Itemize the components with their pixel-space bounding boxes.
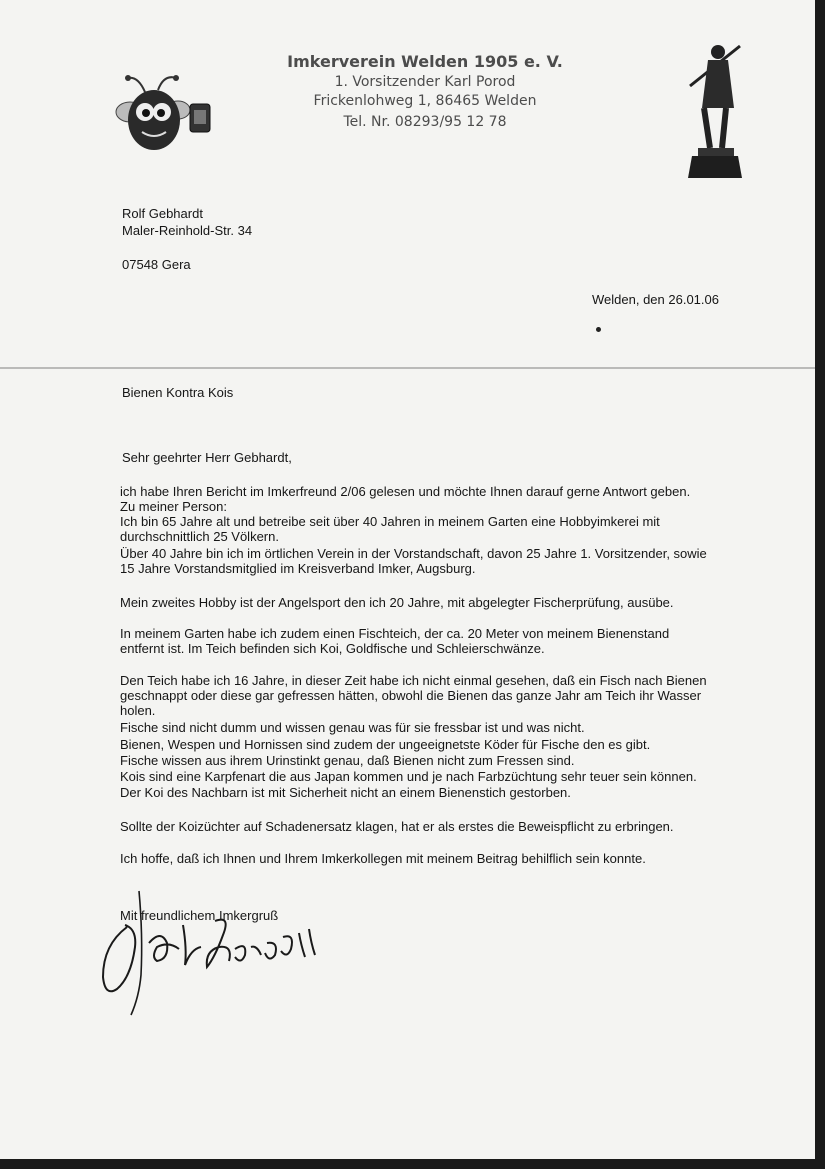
body-line: 15 Jahre Vorstandsmitglied im Kreisverband Imker, Augsburg. — [120, 561, 476, 576]
body-line: Fische sind nicht dumm und wissen genau was für sie fressbar ist und was nicht. — [120, 720, 585, 735]
body-line: In meinem Garten habe ich zudem einen Fischteich, der ca. 20 Meter von meinem Bienenstand — [120, 626, 670, 641]
club-phone: Tel. Nr. 08293/95 12 78 — [343, 114, 507, 130]
body-line: entfernt ist. Im Teich befinden sich Koi, Goldfische und Schleierschwänze. — [120, 641, 545, 656]
body-line: Der Koi des Nachbarn ist mit Sicherheit nicht an einem Bienenstich gestorben. — [120, 785, 571, 800]
body-line: geschnappt oder diese gar gefressen hätten, obwohl die Bienen das ganze Jahr am Teich ihr Wasser — [120, 688, 702, 703]
body-line: Zu meiner Person: — [120, 499, 227, 514]
body-line: Ich bin 65 Jahre alt und betreibe seit über 40 Jahren in meinem Garten eine Hobbyimkerei mit — [120, 514, 660, 529]
statue-logo — [680, 38, 750, 183]
ink-dot — [596, 327, 601, 332]
body-line: Den Teich habe ich 16 Jahre, in dieser Zeit habe ich nicht einmal gesehen, daß ein Fisch nach Bienen — [120, 673, 707, 688]
handwritten-signature — [95, 885, 325, 1020]
recipient-name: Rolf Gebhardt — [122, 206, 203, 221]
body-line: Fische wissen aus ihrem Urinstinkt genau, daß Bienen nicht zum Fressen sind. — [120, 753, 575, 768]
body-line: Kois sind eine Karpfenart die aus Japan kommen und je nach Farbzüchtung sehr teuer sein können. — [120, 769, 697, 784]
bee-mascot-logo — [110, 70, 220, 160]
club-address: Frickenlohweg 1, 86465 Welden — [313, 93, 537, 109]
body-line: Sollte der Koizüchter auf Schadenersatz klagen, hat er als erstes die Beweispflicht zu erbringen. — [120, 819, 674, 834]
recipient-street: Maler-Reinhold-Str. 34 — [122, 223, 253, 238]
paper-fold — [0, 367, 815, 369]
chairman-line: 1. Vorsitzender Karl Porod — [334, 74, 516, 90]
date-line: Welden, den 26.01.06 — [592, 292, 719, 307]
club-name: Imkerverein Welden 1905 e. V. — [287, 52, 563, 71]
salutation: Sehr geehrter Herr Gebhardt, — [122, 450, 292, 465]
closing: Mit freundlichem Imkergruß — [120, 908, 279, 923]
subject-line: Bienen Kontra Kois — [122, 385, 234, 400]
body-line: holen. — [120, 703, 156, 718]
body-line: Bienen, Wespen und Hornissen sind zudem der ungeeignetste Köder für Fische den es gibt. — [120, 737, 651, 752]
body-line: Mein zweites Hobby ist der Angelsport den ich 20 Jahre, mit abgelegter Fischerprüfung, ausübe. — [120, 595, 674, 610]
body-line: durchschnittlich 25 Völkern. — [120, 529, 279, 544]
recipient-city: 07548 Gera — [122, 257, 191, 272]
body-line: Über 40 Jahre bin ich im örtlichen Verein in der Vorstandschaft, davon 25 Jahre 1. Vorsitzender, sowie — [120, 546, 707, 561]
body-line: ich habe Ihren Bericht im Imkerfreund 2/06 gelesen und möchte Ihnen darauf gerne Antwort geben. — [120, 484, 691, 499]
body-line: Ich hoffe, daß ich Ihnen und Ihrem Imkerkollegen mit meinem Beitrag behilflich sein konnte. — [120, 851, 646, 866]
